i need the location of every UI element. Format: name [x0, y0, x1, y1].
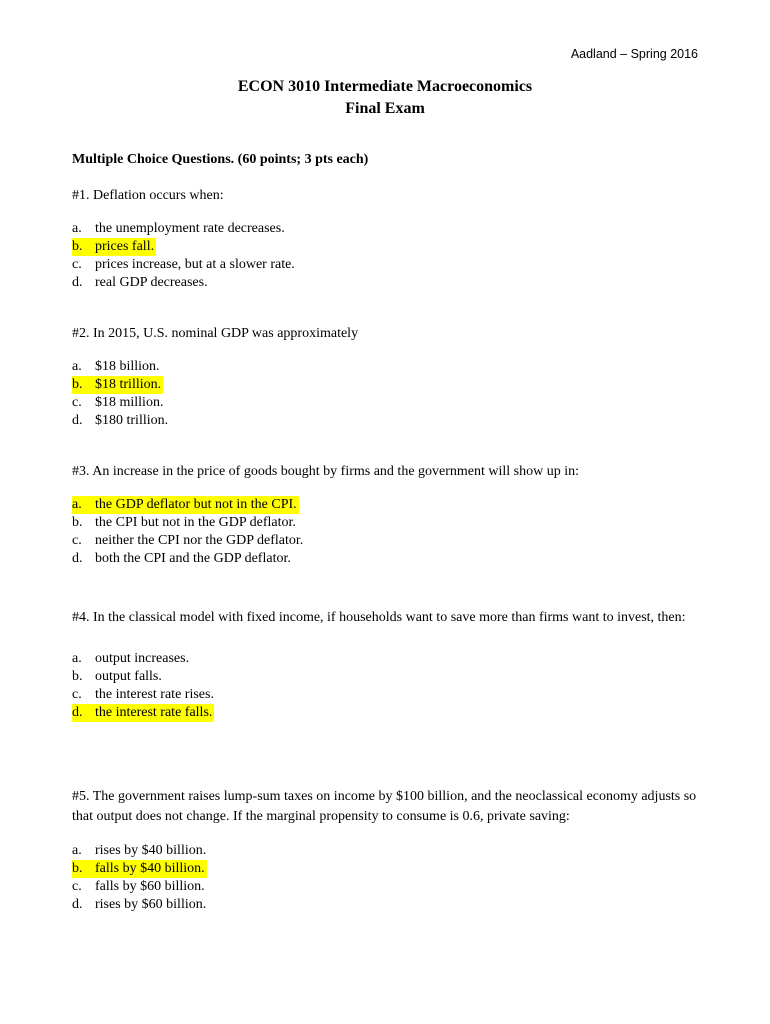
choice-d: d. both the CPI and the GDP deflator.: [72, 551, 291, 566]
choice-b: b. the CPI but not in the GDP deflator.: [72, 515, 296, 530]
choice-c: c. $18 million.: [72, 395, 164, 410]
question-2: [72, 324, 702, 430]
question-text: #5. The government raises lump-sum taxes on income by $100 billion, and the neoclassical economy adjusts so that output does not change. If the marginal propensity to consume is 0.6, private saving:: [72, 789, 697, 824]
header-author-term: Aadland – Spring 2016: [570, 47, 698, 61]
choice-a: a. $18 billion.: [72, 359, 160, 374]
choice-list: [72, 650, 702, 722]
question-1: [72, 186, 702, 292]
choice-list: [72, 220, 702, 292]
choice-list: [72, 358, 702, 430]
question-3: [72, 462, 702, 568]
choice-list: [72, 842, 702, 914]
choice-d: d. real GDP decreases.: [72, 275, 208, 290]
choice-a: a. the unemployment rate decreases.: [72, 221, 285, 236]
choice-list: [72, 496, 702, 568]
question-5: [72, 787, 702, 914]
choice-d-highlighted: d. the interest rate falls.: [72, 705, 213, 720]
question-4: [72, 608, 702, 722]
choice-c: c. prices increase, but at a slower rate.: [72, 257, 295, 272]
question-text: #3. An increase in the price of goods bought by firms and the government will show up in:: [72, 464, 580, 479]
section-heading: Multiple Choice Questions. (60 points; 3 pts each): [72, 152, 369, 167]
exam-title: [0, 76, 770, 120]
choice-c: c. neither the CPI nor the GDP deflator.: [72, 533, 304, 548]
choice-c: c. falls by $60 billion.: [72, 879, 205, 894]
course-title: ECON 3010 Intermediate Macroeconomics: [237, 78, 533, 95]
choice-b-highlighted: b. prices fall.: [72, 239, 155, 254]
question-text: #2. In 2015, U.S. nominal GDP was approximately: [72, 326, 359, 341]
question-text: #1. Deflation occurs when:: [72, 188, 224, 203]
exam-name: Final Exam: [345, 100, 425, 117]
choice-a: a. output increases.: [72, 651, 190, 666]
choice-b-highlighted: b. falls by $40 billion.: [72, 861, 205, 876]
choice-c: c. the interest rate rises.: [72, 687, 214, 702]
choice-a: a. rises by $40 billion.: [72, 843, 207, 858]
choice-a-highlighted: a. the GDP deflator but not in the CPI.: [72, 497, 297, 512]
choice-b: b. output falls.: [72, 669, 162, 684]
question-text: #4. In the classical model with fixed income, if households want to save more than firms want to invest, then:: [72, 610, 686, 625]
choice-d: d. $180 trillion.: [72, 413, 169, 428]
choice-d: d. rises by $60 billion.: [72, 897, 207, 912]
choice-b-highlighted: b. $18 trillion.: [72, 377, 162, 392]
